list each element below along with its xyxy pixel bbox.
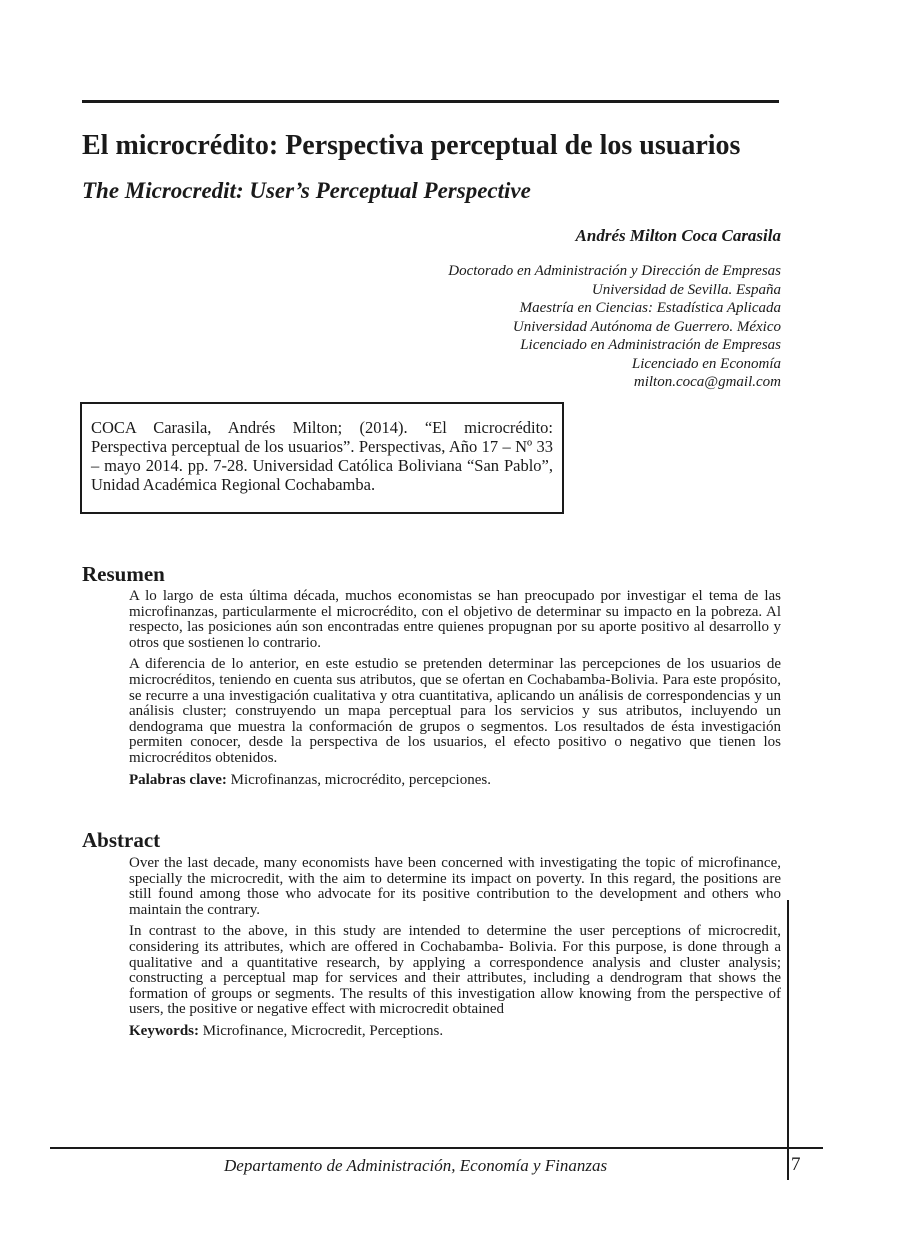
page-number: 7 — [791, 1154, 801, 1175]
citation-box — [80, 402, 564, 514]
footer-rule — [50, 1147, 823, 1149]
keywords-list: Microfinanzas, microcrédito, percepciones. — [226, 771, 491, 788]
affiliation-line: Universidad Autónoma de Guerrero. México — [512, 318, 781, 335]
citation-text: COCA Carasila, Andrés Milton; (2014). “El microcrédito: Perspectiva perceptual de los usuarios”. Perspectivas, Año 17 – Nº 33 – mayo 2014. pp. 7-28. Universidad Católica Boliviana “San Pablo”, Unidad Académica Regional Cochabamba. — [91, 418, 553, 494]
keywords-label: Keywords: — [129, 1022, 199, 1039]
author-affiliations — [448, 262, 781, 392]
abstract-body — [129, 856, 781, 1046]
resumen-body — [129, 589, 781, 794]
footer-department: Departamento de Administración, Economía y Finanzas — [224, 1156, 608, 1175]
affiliation-line: Licenciado en Economía — [631, 355, 781, 372]
affiliation-line: Doctorado en Administración y Dirección de Empresas — [448, 263, 781, 279]
abstract-keywords — [129, 1024, 781, 1040]
abstract-paragraph: Over the last decade, many economists have been concerned with investigating the topic of microfinance, specially the microcredit, with the aim to determine its impact on poverty. In this regard, the positions are still found among those who advocate for its positive contribution to the development and others who maintain the contrary. — [129, 855, 781, 918]
author-name: Andrés Milton Coca Carasila — [575, 226, 781, 245]
author-email: milton.coca@gmail.com — [633, 374, 781, 390]
keywords-list: Microfinance, Microcredit, Perceptions. — [199, 1022, 444, 1039]
abstract-heading: Abstract — [82, 828, 161, 852]
resumen-paragraph: A diferencia de lo anterior, en este estudio se pretenden determinar las percepciones de los usuarios de microcréditos, teniendo en cuenta sus atributos, que se ofertan en Cochabamba-Bolivia. Para este propósito, se recurre a una investigación cualitativa y otra cuantitativa, aplicando un análisis de correspondencias y un análisis cluster; construyendo un mapa perceptual para los servicios y sus atributos, incluyendo un dendograma que muestra la conformación de grupos o segmentos. Los resultados de ésta investigación permiten conocer, desde la perspectiva de los usuarios, el efecto positivo o negativo que tienen los microcréditos obtenidos. — [129, 656, 781, 766]
affiliation-line: Licenciado en Administración de Empresas — [520, 337, 781, 353]
keywords-label: Palabras clave: — [129, 771, 227, 788]
affiliation-line: Universidad de Sevilla. España — [591, 281, 781, 298]
article-title: El microcrédito: Perspectiva perceptual de los usuarios — [82, 130, 741, 161]
side-rule — [787, 900, 789, 1180]
affiliation-line: Maestría en Ciencias: Estadística Aplicada — [519, 300, 781, 316]
resumen-keywords — [129, 773, 781, 789]
article-subtitle: The Microcredit: User’s Perceptual Perspective — [82, 178, 531, 203]
resumen-heading: Resumen — [82, 562, 165, 586]
resumen-paragraph: A lo largo de esta última década, muchos economistas se han preocupado por investigar el tema de las microfinanzas, particularmente el microcrédito, con el objetivo de determinar su impacto en la pobreza. Al respecto, las posiciones aún son encontradas entre quienes propugnan por su aporte positivo al desarrollo y otros que sostienen lo contrario. — [129, 588, 781, 651]
top-rule — [82, 100, 779, 103]
abstract-paragraph: In contrast to the above, in this study are intended to determine the user perceptions of microcredit, considering its attributes, which are offered in Cochabamba- Bolivia. For this purpose, is done through a qualitative and a quantitative research, by applying a correspondence analysis and cluster analysis; constructing a perceptual map for services and their attributes, including a dendrogram that shows the formation of groups or segments. The results of this investigation allow knowing from the perspective of users, the positive or negative effect with microcredit obtained — [129, 923, 781, 1018]
